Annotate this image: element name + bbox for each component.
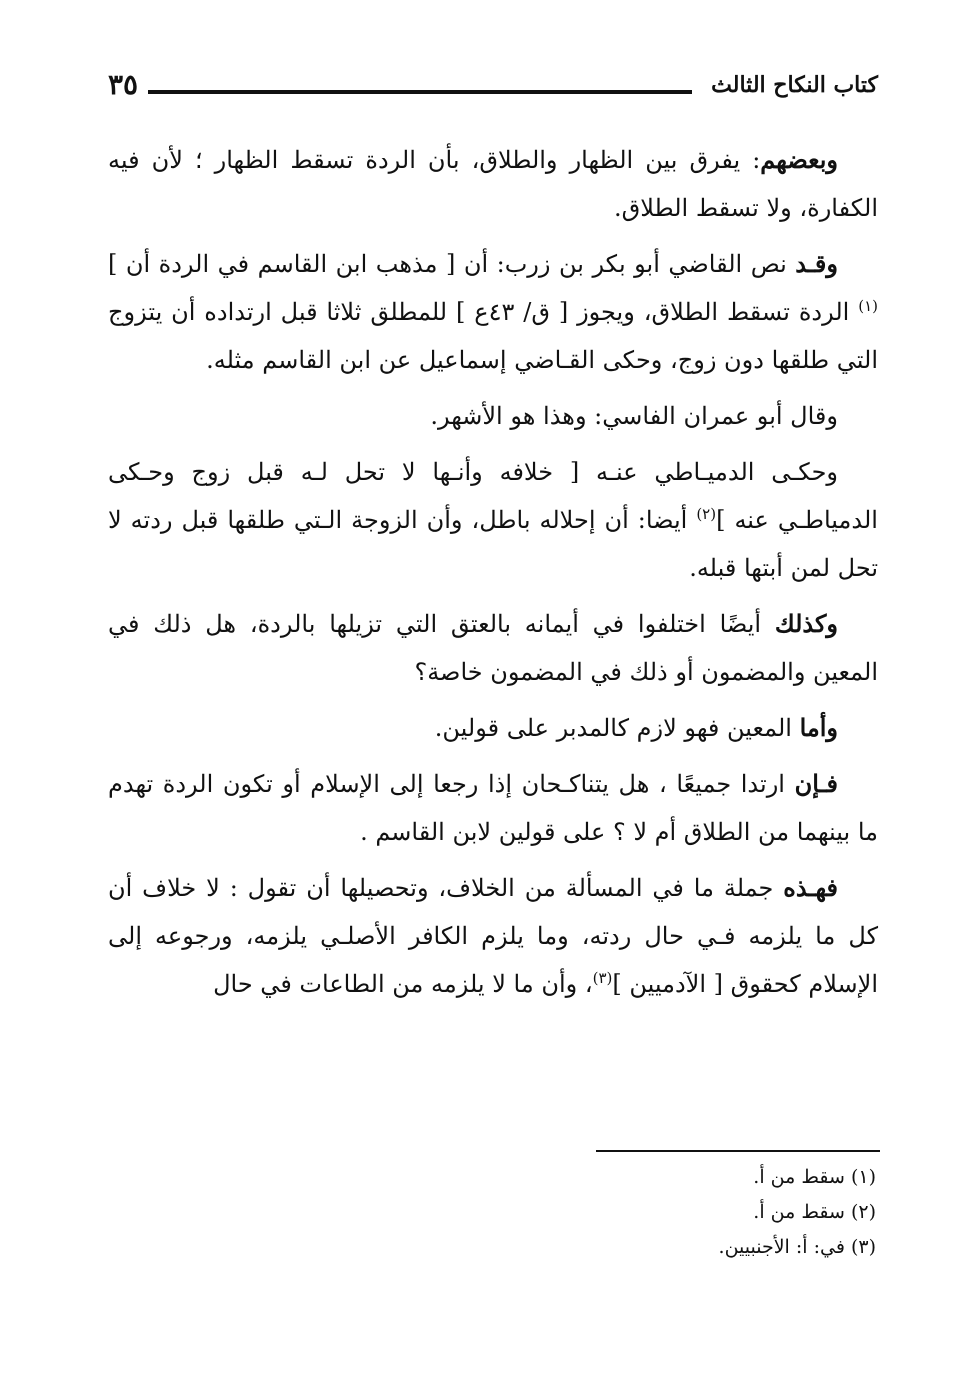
- paragraph: [108, 864, 878, 1008]
- paragraph-lead: فـإن: [794, 769, 839, 798]
- paragraph-text: أيضًا اختلفوا في أيمانه بالعتق التي تزيلها بالردة، هل ذلك في المعين والمضمون أو ذلك في المضمون خاصة؟: [108, 610, 878, 686]
- footnote-ref[interactable]: (١): [858, 297, 878, 315]
- paragraph-lead: وبعضهم: [760, 145, 838, 174]
- footnotes: [476, 1160, 876, 1265]
- footnote: (١) سقط من أ.: [753, 1166, 876, 1188]
- paragraph: [108, 448, 878, 592]
- paragraph: [108, 392, 878, 440]
- paragraph-text: المعين فهو لازم كالمدبر على قولين.: [434, 714, 800, 742]
- footnote-separator: [596, 1150, 880, 1152]
- paragraph-lead: وأما: [799, 713, 838, 742]
- page-body: [108, 136, 878, 1016]
- paragraph-lead: وقـد: [795, 249, 838, 278]
- footnote: (٢) سقط من أ.: [753, 1201, 876, 1223]
- paragraph-lead: فهـذه: [783, 873, 838, 902]
- header-rule: [148, 90, 692, 94]
- paragraph-text: الردة تسقط الطلاق، ويجوز [ ق/ ٤٣ع ] للمطلق ثلاثا قبل ارتداده أن يتزوج التي طلقها دون زوج، وحكى القـاضي إسماعيل عن ابن القاسم مثله.: [108, 298, 878, 374]
- paragraph-text: وحكـى الدميـاطي عنـه [ خلافه وأنـها لا تحل لـه قبل زوج وحـكى الدمياطـي عنه ]: [108, 458, 878, 534]
- chapter-title: كتاب النكاح الثالث: [711, 72, 878, 98]
- paragraph-text: ارتدا جميعًا ، هل يتناكـحان إذا رجعا إلى الإسلام أو تكون الردة تهدم ما بينهما من الطلاق أم لا ؟ على قولين لابن القاسم .: [108, 770, 878, 846]
- paragraph-text: ، وأن ما لا يلزمه من الطاعات في حال: [213, 970, 593, 998]
- paragraph: [108, 760, 878, 856]
- paragraph-text: نص القاضي أبو بكر بن زرب: أن [ مذهب ابن القاسم في الردة أن ]: [108, 250, 796, 278]
- running-header: [108, 66, 878, 118]
- footnote-ref[interactable]: (٣): [592, 969, 613, 987]
- paragraph: [108, 136, 878, 232]
- paragraph-text: جملة ما في المسألة من الخلاف، وتحصيلها أن تقول : لا خلاف أن كل ما يلزمه فـي حال ردته، وما يلزم الكافر الأصلـي يلزمه، ورجوعه إلى الإسلام كحقوق [ الآدميين ]: [108, 874, 878, 998]
- page-number: ٣٥: [108, 68, 139, 101]
- footnote: (٣) في: أ: الأجنبيين.: [718, 1236, 876, 1258]
- paragraph: [108, 240, 878, 384]
- paragraph-text: وقال أبو عمران الفاسي: وهذا هو الأشهر.: [430, 402, 838, 430]
- paragraph-text: أيضا: أن إحلاله باطل، وأن الزوجة الـتي طلقها قبل ردته لا تحل لمن أبتها قبله.: [108, 506, 878, 582]
- paragraph: [108, 704, 878, 752]
- paragraph-text: : يفرق بين الظهار والطلاق، بأن الردة تسقط الظهار ؛ لأن فيه الكفارة، ولا تسقط الطلاق.: [108, 146, 878, 222]
- paragraph: [108, 600, 878, 696]
- paragraph-lead: وكذلك: [774, 609, 838, 638]
- footnote-ref[interactable]: (٢): [696, 505, 717, 523]
